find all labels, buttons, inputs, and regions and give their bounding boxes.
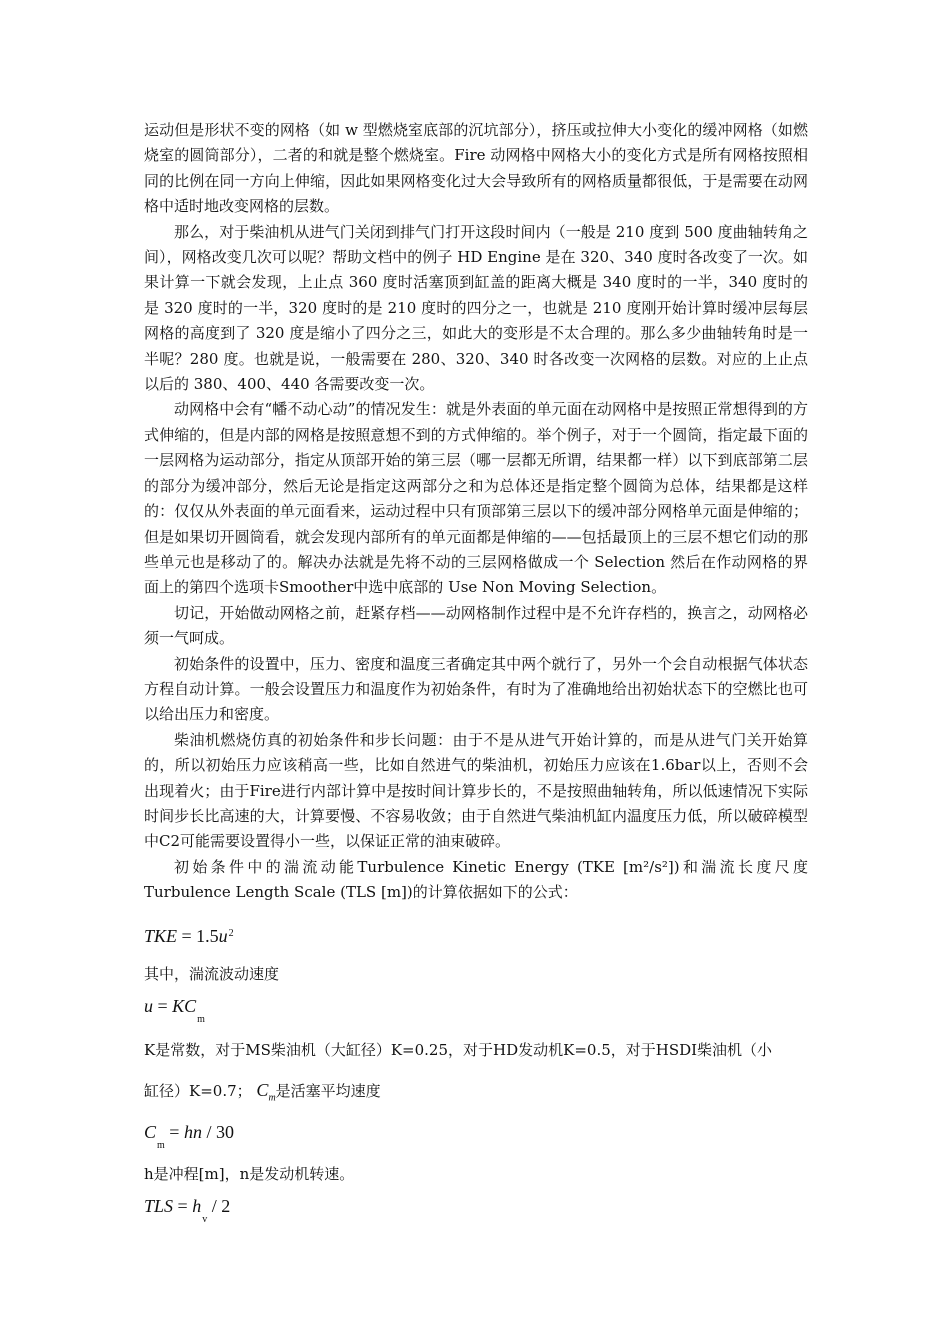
text-h-stroke: h是冲程[m]，n是发动机转速。 bbox=[144, 1165, 355, 1183]
paragraph-inner-mesh-issue: 动网格中会有“幡不动心动”的情况发生：就是外表面的单元面在动网格中是按照正常想得到的方式伸缩的，但是内部的网格是按照意想不到的方式伸缩的。举个例子，对于一个圆筒，指定最下面的一层网格为运动部分，指定从顶部开始的第三层（哪一层都无所谓，结果都一样）以下到底部第二层的部分为缓冲部分，然后无论是指定这两部分之和为总体还是指定整个圆筒为总体，结果都是这样的：仅仅从外表面的单元面看来，运动过程中只有顶部第三层以下的缓冲部分网格单元面是伸缩的；但是如果切开圆筒看，就会发现内部所有的单元面都是伸缩的——包括最顶上的三层不想它们动的那些单元也是移动了的。解决办法就是先将不动的三层网格做成一个 Selection 然后在作动网格的界面上的第四个选项卡Smoother中选中底部的 Use Non Moving Selection。 bbox=[144, 400, 808, 597]
paragraph-turbulence-intro: 初始条件中的湍流动能Turbulence Kinetic Energy (TKE [m²/s²])和湍流长度尺度Turbulence Length Scale (TLS [m])的计算依据如下的公式： bbox=[144, 857, 808, 902]
text-k-constant-line2: 缸径）K=0.7； $C_m$是活塞平均速度 bbox=[144, 1080, 381, 1104]
equation-u: $u = KC_m$ bbox=[144, 996, 205, 1025]
text-k-constant-line1: K是常数，对于MS柴油机（大缸径）K=0.25，对于HD发动机K=0.5，对于HSDI柴油机（小 bbox=[144, 1041, 773, 1059]
equation-cm: $C_m$ = hn / 30 bbox=[144, 1122, 234, 1151]
equation-tke: TKE = $1.5u^2$ bbox=[144, 926, 234, 946]
paragraph-dynamic-mesh-intro: 运动但是形状不变的网格（如 w 型燃烧室底部的沉坑部分），挤压或拉伸大小变化的缓冲网格（如燃烧室的圆筒部分），二者的和就是整个燃烧室。Fire 动网格中网格大小的变化方式是所有网格按照相同的比例在同一方向上伸缩，因此如果网格变化过大会导致所有的网格质量都很低，于是需要在动网格中适时地改变网格的层数。 bbox=[144, 121, 808, 216]
body-text bbox=[144, 118, 808, 906]
paragraph-mesh-change-timing: 那么，对于柴油机从进气门关闭到排气门打开这段时间内（一般是 210 度到 500 度曲轴转角之间），网格改变几次可以呢？帮助文档中的例子 HD Engine 是在 320、340 度时各改变了一次。如果计算一下就会发现，上止点 360 度时活塞顶到缸盖的距离大概是 340 度时的一半，340 度时的是 320 度时的一半，320 度时的是 210 度时的四分之一，也就是 210 度刚开始计算时缓冲层每层网格的高度到了 320 度是缩小了四分之三，如此大的变形是不太合理的。那么多少曲轴转角时是一半呢？280 度。也就是说，一般需要在 280、320、340 时各改变一次网格的层数。对应的上止点以后的 380、400、440 各需要改变一次。 bbox=[144, 222, 808, 394]
inline-cm-symbol: $C_m$ bbox=[256, 1080, 276, 1104]
text-where: 其中，湍流波动速度 bbox=[144, 965, 280, 983]
paragraph-diesel-initial-step: 柴油机燃烧仿真的初始条件和步长问题：由于不是从进气开始计算的，而是从进气门关开始算的，所以初始压力应该稍高一些，比如自然进气的柴油机，初始压力应该在1.6bar以上，否则不会出现着火；由于Fire进行内部计算中是按时间计算步长的，不是按照曲轴转角，所以低速情况下实际时间步长比高速的大，计算要慢、不容易收敛；由于自然进气柴油机缸内温度压力低，所以破碎模型中C2可能需要设置得小一些，以保证正常的油束破碎。 bbox=[144, 730, 808, 851]
paragraph-initial-conditions: 初始条件的设置中，压力、密度和温度三者确定其中两个就行了，另外一个会自动根据气体状态方程自动计算。一般会设置压力和温度作为初始条件，有时为了准确地给出初始状态下的空燃比也可以给出压力和密度。 bbox=[144, 654, 808, 724]
equation-tls: TLS = $h_v / 2$ bbox=[144, 1196, 231, 1225]
paragraph-save-warning: 切记，开始做动网格之前，赶紧存档——动网格制作过程中是不允许存档的，换言之，动网格必须一气呵成。 bbox=[144, 603, 808, 648]
